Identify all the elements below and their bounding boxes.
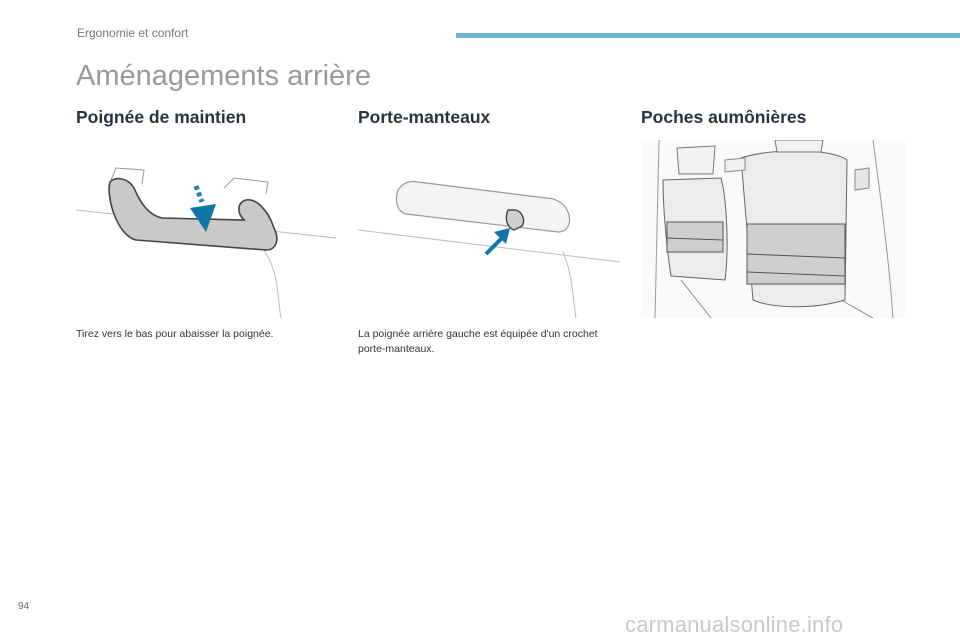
caption-coat-hook: La poignée arrière gauche est équipée d'un crochet porte-manteaux. [358, 328, 598, 355]
page-title: Aménagements arrière [76, 60, 371, 92]
page-number: 94 [18, 601, 30, 612]
heading-coat-hook: Porte-manteaux [358, 107, 491, 127]
seat-pockets-illustration [641, 140, 905, 318]
caption-grab-handle: Tirez vers le bas pour abaisser la poignée. [76, 328, 274, 340]
arrow-icon [486, 228, 510, 254]
coat-hook-illustration [358, 140, 620, 318]
heading-grab-handle: Poignée de maintien [76, 107, 247, 127]
grab-handle-illustration [76, 140, 336, 318]
heading-seat-pockets: Poches aumônières [641, 107, 807, 127]
header-accent-bar [456, 33, 960, 38]
section-title: Ergonomie et confort [77, 26, 189, 40]
watermark: carmanualsonline.info [625, 612, 844, 637]
